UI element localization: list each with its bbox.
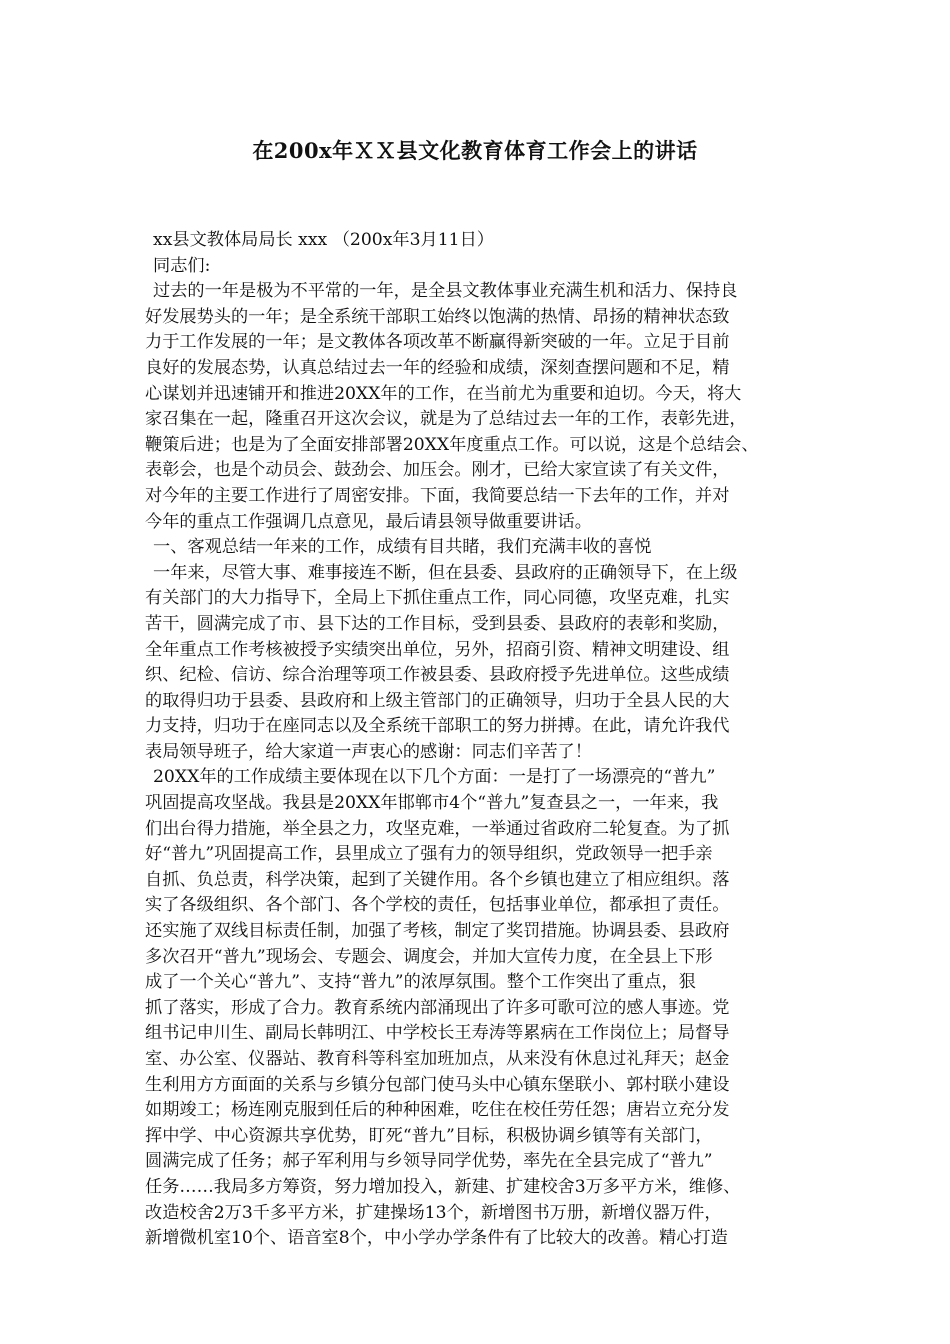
text-line: 室、办公室、仪器站、教育科等科室加班加点，从来没有休息过礼拜天；赵金 (145, 1049, 730, 1069)
text-line: 抓了落实，形成了合力。教育系统内部涌现出了许多可歌可泣的感人事迹。党 (145, 997, 730, 1018)
text-line: 如期竣工；杨连刚克服到任后的种种困难，吃住在校任劳任怨；唐岩立充分发 (145, 1100, 730, 1121)
text-line: 改造校舍2万3千多平方米，扩建操场13个，新增图书万册，新增仪器万件， (145, 1202, 722, 1223)
text-line: 生利用方方面面的关系与乡镇分包部门使马头中心镇东堡联小、郭村联小建设 (145, 1074, 730, 1095)
text-line: 织、纪检、信访、综合治理等项工作被县委、县政府授予先进单位。这些成绩 (145, 665, 730, 686)
text-line: 家召集在一起，隆重召开这次会议，就是为了总结过去一年的工作，表彰先进， (145, 409, 747, 430)
document-title: 在200x年ＸＸ县文化教育体育工作会上的讲话 (252, 138, 698, 163)
text-line: 组书记申川生、副局长韩明江、中学校长王寿涛等累病在工作岗位上；局督导 (145, 1023, 730, 1044)
text-line: 任务……我局多方筹资，努力增加投入，新建、扩建校舍3万多平方米，维修、 (145, 1176, 741, 1197)
text-line: 一年来，尽管大事、难事接连不断，但在县委、县政府的正确领导下，在上级 (153, 562, 738, 583)
text-line: 表局领导班子，给大家道一声衷心的感谢：同志们辛苦了！ (145, 741, 592, 762)
text-line: 过去的一年是极为不平常的一年，是全县文教体事业充满生机和活力、保持良 (153, 281, 738, 302)
text-line: 力于工作发展的一年；是文教体各项改革不断赢得新突破的一年。立足于目前 (145, 332, 730, 353)
text-line: 巩固提高攻坚战。我县是20XX年邯郸市4个“普九”复查县之一，一年来，我 (145, 793, 719, 814)
text-line: 心谋划并迅速铺开和推进20XX年的工作，在当前尤为重要和迫切。今天，将大 (145, 383, 742, 404)
text-line: 有关部门的大力指导下，全局上下抓住重点工作，同心同德，攻坚克难，扎实 (145, 588, 730, 609)
text-line: 挥中学、中心资源共享优势，盯死“普九”目标，积极协调乡镇等有关部门， (145, 1125, 713, 1146)
text-line: 全年重点工作考核被授予实绩突出单位，另外，招商引资、精神文明建设、组 (145, 639, 730, 660)
text-line: 一、客观总结一年来的工作，成绩有目共睹，我们充满丰收的喜悦 (153, 537, 652, 558)
text-line: 鞭策后进；也是为了全面安排部署20XX年度重点工作。可以说，这是个总结会、 (145, 434, 759, 455)
text-line: 多次召开“普九”现场会、专题会、调度会，并加大宣传力度，在全县上下形 (145, 946, 713, 967)
text-line: 同志们: (153, 255, 211, 276)
text-line: 力支持，归功于在座同志以及全系统干部职工的努力拼搏。在此，请允许我代 (145, 716, 730, 737)
text-line: 还实施了双线目标责任制，加强了考核，制定了奖罚措施。协调县委、县政府 (145, 921, 730, 942)
text-line: 苦干，圆满完成了市、县下达的工作目标，受到县委、县政府的表彰和奖励， (145, 613, 730, 634)
text-line: 20XX年的工作成绩主要体现在以下几个方面：一是打了一场漂亮的“普九” (153, 767, 716, 788)
text-line: 自抓、负总责，科学决策，起到了关键作用。各个乡镇也建立了相应组织。落 (145, 869, 730, 890)
text-line: xx县文教体局局长 xxx （200x年3月11日） (153, 230, 494, 250)
text-line: 好发展势头的一年；是全系统干部职工始终以饱满的热情、昂扬的精神状态致 (145, 306, 730, 327)
text-line: 表彰会，也是个动员会、鼓劲会、加压会。刚才，已给大家宣读了有关文件， (145, 460, 730, 481)
document-body (145, 228, 817, 1252)
text-line: 实了各级组织、各个部门、各个学校的责任，包括事业单位，都承担了责任。 (145, 895, 730, 916)
text-line: 对今年的主要工作进行了周密安排。下面，我简要总结一下去年的工作，并对 (145, 485, 730, 506)
text-line: 今年的重点工作强调几点意见，最后请县领导做重要讲话。 (145, 511, 592, 532)
text-line: 们出台得力措施，举全县之力，攻坚克难，一举通过省政府二轮复查。为了抓 (145, 818, 730, 839)
text-line: 好“普九”巩固提高工作，县里成立了强有力的领导组织，党政领导一把手亲 (145, 844, 713, 865)
text-line: 良好的发展态势，认真总结过去一年的经验和成绩，深刻查摆问题和不足，精 (145, 357, 730, 378)
text-line: 新增微机室10个、语音室8个，中小学办学条件有了比较大的改善。精心打造 (145, 1228, 728, 1249)
text-line: 圆满完成了任务；郝子军利用与乡领导同学优势，率先在全县完成了“普九” (145, 1151, 713, 1172)
text-line: 成了一个关心“普九”、支持“普九”的浓厚氛围。整个工作突出了重点，狠 (145, 972, 696, 993)
text-line: 的取得归功于县委、县政府和上级主管部门的正确领导，归功于全县人民的大 (145, 690, 730, 711)
